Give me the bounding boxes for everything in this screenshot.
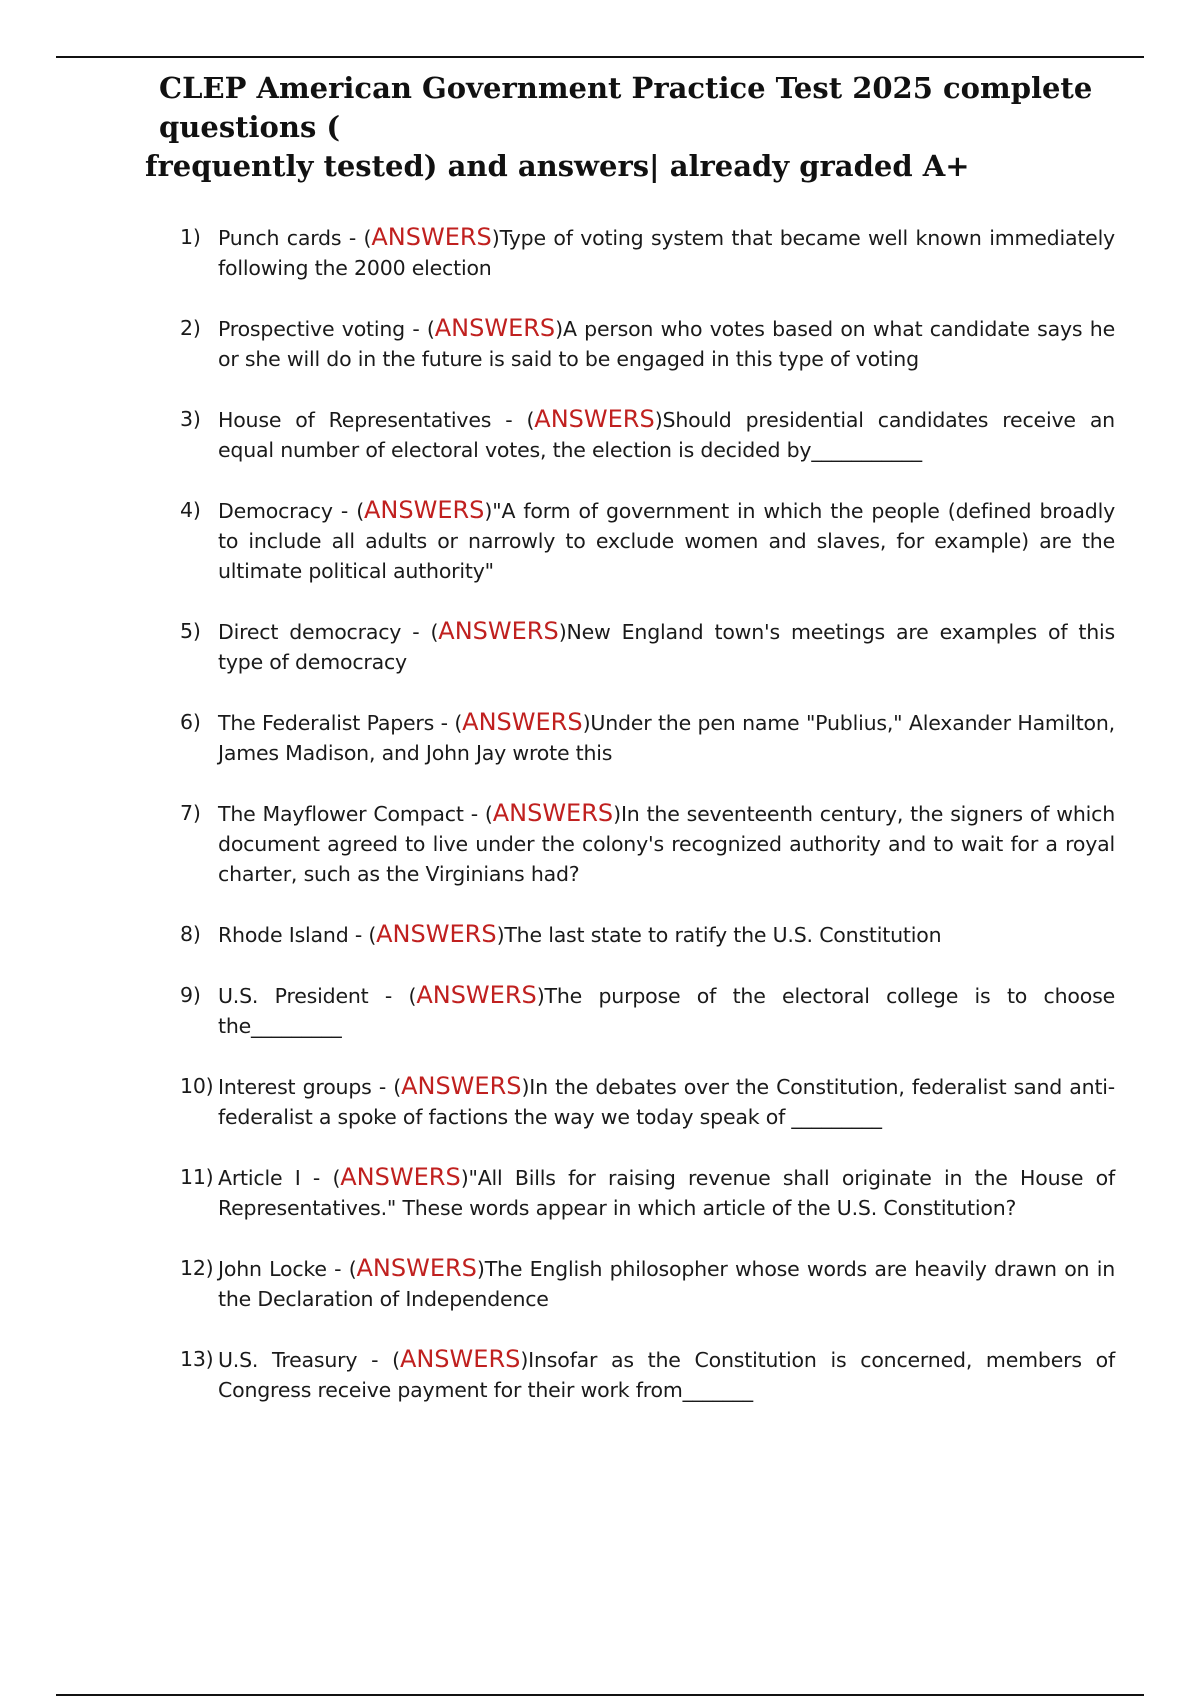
question-term: Article I - ( [218,1166,341,1190]
question-item-6 [180,707,1115,768]
answers-tag: ANSWERS [416,981,537,1009]
answers-tag: ANSWERS [399,1345,521,1373]
question-term: Interest groups - ( [218,1075,402,1099]
question-definition: )The English philosopher whose words are heavily drawn on in the Declaration of Independence [218,1257,1115,1311]
question-item-8 [180,919,1115,950]
question-term: Direct democracy - ( [218,620,439,644]
question-term: U.S. Treasury - ( [218,1348,400,1372]
question-definition: )Insofar as the Constitution is concerned, members of Congress receive payment for their work from_______ [218,1348,1115,1402]
question-number: 12) [180,1256,214,1280]
question-definition: )Should presidential candidates receive an equal number of electoral votes, the election is decided by___________ [218,408,1115,462]
question-number: 2) [180,316,201,340]
question-definition: )Type of voting system that became well known immediately following the 2000 election [218,226,1115,280]
question-number: 5) [180,619,201,643]
question-definition: )New England town's meetings are examples of this type of democracy [218,620,1115,674]
question-item-1 [180,222,1115,283]
question-item-12 [180,1253,1115,1314]
question-item-9 [180,980,1115,1041]
question-definition: )In the debates over the Constitution, federalist sand anti-federalist a spoke of factions the way we today speak of _________ [218,1075,1115,1129]
answers-tag: ANSWERS [462,708,583,736]
question-number: 11) [180,1165,214,1189]
question-definition: )"A form of government in which the people (defined broadly to include all adults or narrowly to exclude women and slaves, for example) are the ultimate political authority" [218,499,1116,583]
question-number: 1) [180,225,201,249]
question-term: John Locke - ( [218,1257,357,1281]
question-definition: )In the seventeenth century, the signers of which document agreed to live under the colony's recognized authority and to wait for a royal charter, such as the Virginians had? [218,802,1115,886]
question-item-7 [180,798,1115,889]
answers-tag: ANSWERS [492,799,614,827]
question-number: 13) [180,1347,214,1371]
answers-tag: ANSWERS [376,920,497,948]
question-definition: )"All Bills for raising revenue shall originate in the House of Representatives." These words appear in which article of the U.S. Constitution? [218,1166,1115,1220]
question-number: 3) [180,407,201,431]
question-term: Punch cards - ( [218,226,372,250]
question-term: Democracy - ( [218,499,364,523]
answers-tag: ANSWERS [401,1072,522,1100]
question-number: 10) [180,1074,214,1098]
question-number: 4) [180,498,201,522]
question-term: U.S. President - ( [218,984,417,1008]
title-line-2: frequently tested) and answers| already graded A+ [145,149,970,183]
question-number: 7) [180,801,201,825]
answers-tag: ANSWERS [371,223,492,251]
question-item-13 [180,1344,1115,1405]
answers-tag: ANSWERS [356,1254,477,1282]
question-item-11 [180,1162,1115,1223]
question-definition: )The purpose of the electoral college is to choose the_________ [218,984,1115,1038]
question-number: 8) [180,922,201,946]
answers-tag: ANSWERS [534,405,655,433]
question-item-5 [180,616,1115,677]
title-line-1: CLEP American Government Practice Test 2025 complete questions ( [159,71,1093,144]
question-term: The Mayflower Compact - ( [218,802,493,826]
question-item-3 [180,404,1115,465]
question-definition: )The last state to ratify the U.S. Constitution [496,923,942,947]
answers-tag: ANSWERS [434,314,556,342]
question-term: Rhode Island - ( [218,923,377,947]
question-list [180,222,1115,1435]
bottom-rule [56,1694,1144,1696]
question-item-4 [180,495,1115,586]
question-item-2 [180,313,1115,374]
answers-tag: ANSWERS [340,1163,461,1191]
question-item-10 [180,1071,1115,1132]
top-rule [56,56,1144,58]
document-title [145,69,1130,186]
question-term: Prospective voting - ( [218,317,435,341]
question-term: The Federalist Papers - ( [218,711,463,735]
question-term: House of Representatives - ( [218,408,535,432]
question-definition: )Under the pen name "Publius," Alexander Hamilton, James Madison, and John Jay wrote this [218,711,1115,765]
question-definition: )A person who votes based on what candidate says he or she will do in the future is said to be engaged in this type of voting [218,317,1115,371]
answers-tag: ANSWERS [364,496,485,524]
question-number: 9) [180,983,201,1007]
answers-tag: ANSWERS [438,617,559,645]
question-number: 6) [180,710,201,734]
